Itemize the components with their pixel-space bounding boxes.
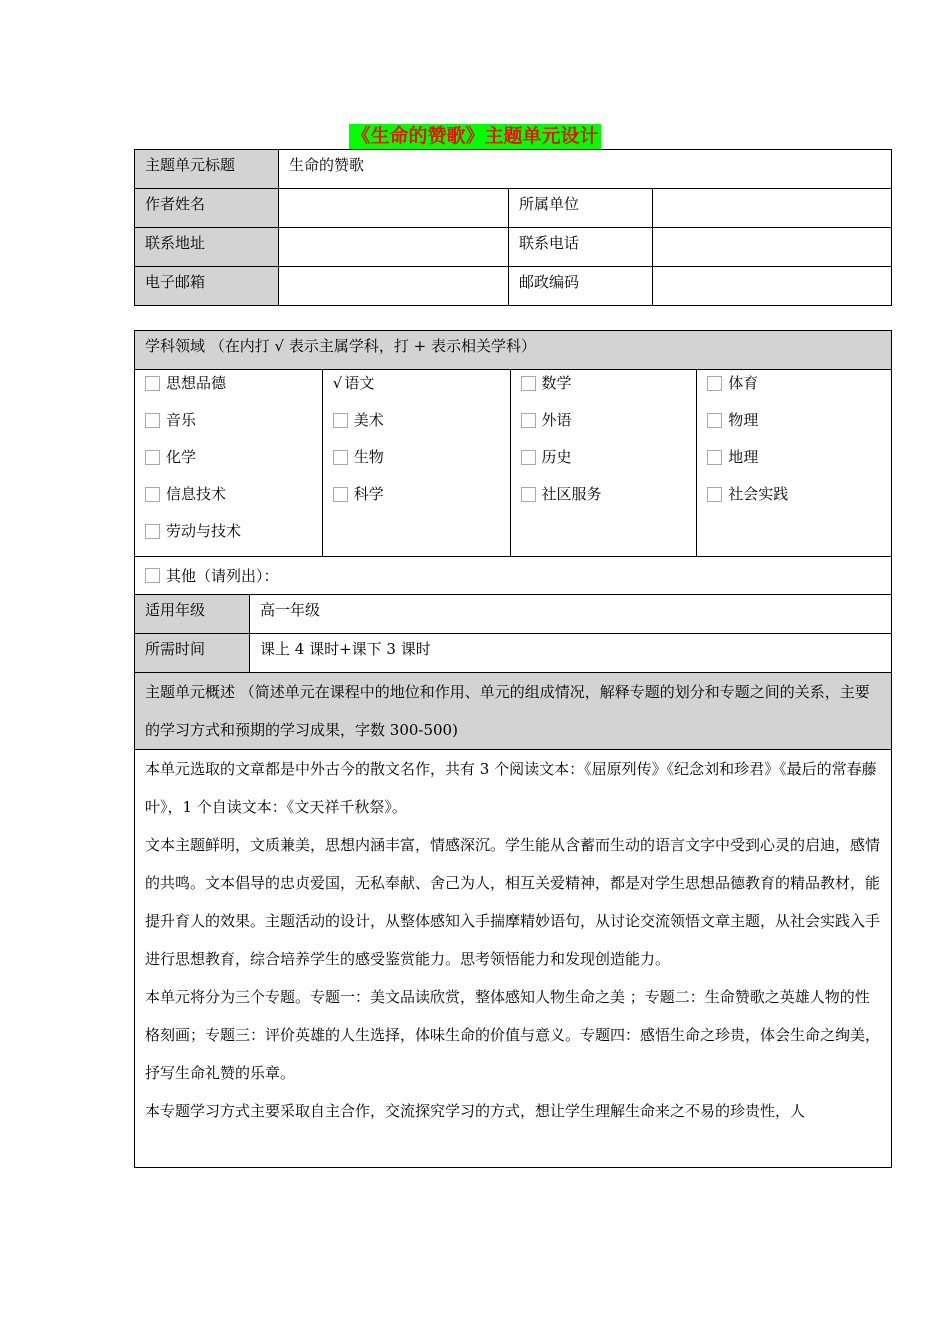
address-value[interactable] (279, 228, 509, 267)
checkbox-icon[interactable] (145, 524, 160, 539)
subject-item[interactable] (707, 370, 891, 407)
table-row (135, 228, 892, 267)
overview-paragraph-2: 文本主题鲜明，文质兼美，思想内涵丰富，情感深沉。学生能从含蓄而生动的语言文字中受到心灵的启迪，感情的共鸣。文本倡导的忠贞爱国，无私奉献、舍己为人，相互关爱精神，都是对学生思想品德教育的精品教材，能提升育人的效果。主题活动的设计，从整体感知入手揣摩精妙语句，从讨论交流领悟文章主题，从社会实践入手进行思想教育，综合培养学生的感受鉴赏能力。思考领悟能力和发现创造能力。 (145, 836, 881, 968)
checkbox-icon[interactable] (145, 376, 160, 391)
subject-item[interactable] (333, 370, 510, 407)
subject-item[interactable] (521, 481, 697, 518)
subject-label: 数学 (541, 374, 572, 392)
subjects-other-cell (135, 557, 892, 595)
time-value[interactable]: 课上 4 课时+课下 3 课时 (250, 634, 892, 673)
phone-label: 联系电话 (509, 228, 653, 267)
document-title: 《生命的赞歌》主题单元设计 (351, 125, 599, 147)
table-row (135, 150, 892, 189)
address-label: 联系地址 (135, 228, 279, 267)
info-table (134, 149, 892, 306)
checkbox-icon[interactable] (707, 413, 722, 428)
subject-item[interactable] (333, 481, 510, 518)
unit-label: 所属单位 (509, 189, 653, 228)
subject-item[interactable] (707, 444, 891, 481)
subject-label: 科学 (353, 485, 384, 503)
checkbox-icon[interactable] (707, 450, 722, 465)
subjects-header: 学科领域 （在内打 √ 表示主属学科，打 + 表示相关学科） (135, 331, 892, 370)
unit-value[interactable] (653, 189, 892, 228)
subject-label: 外语 (541, 411, 572, 429)
subject-item[interactable] (333, 407, 510, 444)
subject-item[interactable] (521, 370, 697, 407)
subject-column-3 (511, 370, 698, 556)
subject-item[interactable] (145, 518, 322, 555)
subject-item[interactable] (333, 444, 510, 481)
subject-item[interactable] (145, 444, 322, 481)
checkbox-icon[interactable] (707, 376, 722, 391)
overview-paragraph-3: 本单元将分为三个专题。专题一：美文品读欣赏，整体感知人物生命之美 ；专题二：生命赞歌之英雄人物的性格刻画；专题三：评价英雄的人生选择，体味生命的价值与意义。专题四：感悟生命之珍贵，体会生命之绚美，抒写生命礼赞的乐章。 (145, 988, 881, 1082)
subject-item[interactable] (707, 407, 891, 444)
subject-item[interactable] (145, 407, 322, 444)
theme-value[interactable]: 生命的赞歌 (279, 150, 892, 189)
subject-item-other[interactable] (135, 557, 891, 594)
subject-item[interactable] (707, 481, 891, 518)
subject-label: 历史 (541, 448, 572, 466)
overview-header: 主题单元概述 （简述单元在课程中的地位和作用、单元的组成情况，解释专题的划分和专题之间的关系，主要的学习方式和预期的学习成果，字数 300-500) (135, 673, 892, 750)
overview-body[interactable] (135, 750, 892, 1168)
checkmark-icon: √ (332, 374, 343, 392)
grade-label: 适用年级 (135, 595, 250, 634)
subject-label: 社区服务 (541, 485, 602, 503)
table-row (135, 750, 892, 1168)
checkbox-icon[interactable] (145, 487, 160, 502)
theme-label: 主题单元标题 (135, 150, 279, 189)
overview-text (135, 750, 891, 1167)
subject-label: 社会实践 (728, 485, 789, 503)
author-label: 作者姓名 (135, 189, 279, 228)
subject-label: 物理 (728, 411, 759, 429)
grade-value[interactable]: 高一年级 (250, 595, 892, 634)
checkbox-icon[interactable] (521, 487, 536, 502)
checkbox-icon[interactable] (145, 568, 160, 583)
email-label: 电子邮箱 (135, 267, 279, 306)
table-row (135, 370, 892, 557)
subject-label: 音乐 (166, 411, 197, 429)
subject-label: 信息技术 (166, 485, 227, 503)
subject-item[interactable] (521, 407, 697, 444)
checkbox-icon[interactable] (333, 450, 348, 465)
subject-label: 劳动与技术 (166, 522, 242, 540)
overview-paragraph-1: 本单元选取的文章都是中外古今的散文名作，共有 3 个阅读文本：《屈原列传》《纪念刘和珍君》《最后的常春藤叶》，1 个自读文本：《文天祥千秋祭》。 (145, 760, 877, 816)
subject-label: 地理 (728, 448, 759, 466)
subject-item[interactable] (145, 370, 322, 407)
checkbox-icon[interactable] (521, 450, 536, 465)
checkbox-icon[interactable] (707, 487, 722, 502)
subject-label: 语文 (344, 374, 375, 392)
checkbox-icon[interactable] (333, 413, 348, 428)
subject-label: 美术 (353, 411, 384, 429)
overview-paragraph-4: 本专题学习方式主要采取自主合作，交流探究学习的方式，想让学生理解生命来之不易的珍贵性，人 (145, 1102, 806, 1120)
postcode-value[interactable] (653, 267, 892, 306)
checkbox-icon[interactable] (521, 413, 536, 428)
subject-column-1 (135, 370, 323, 556)
subjects-grid (135, 370, 891, 556)
checkbox-icon[interactable] (145, 450, 160, 465)
title-wrap (0, 124, 950, 149)
postcode-label: 邮政编码 (509, 267, 653, 306)
other-label: 其他（请列出）： (166, 566, 279, 585)
checkbox-icon[interactable] (145, 413, 160, 428)
subject-column-4 (697, 370, 891, 556)
subjects-cell (135, 370, 892, 557)
table-row (135, 267, 892, 306)
subject-label: 体育 (728, 374, 759, 392)
table-row (135, 634, 892, 673)
table-row (135, 189, 892, 228)
design-table (134, 330, 892, 1168)
subject-item[interactable] (521, 444, 697, 481)
author-value[interactable] (279, 189, 509, 228)
phone-value[interactable] (653, 228, 892, 267)
subject-label: 化学 (166, 448, 197, 466)
subject-label: 生物 (353, 448, 384, 466)
checkbox-icon[interactable] (521, 376, 536, 391)
subject-label: 思想品德 (166, 374, 227, 392)
table-row (135, 595, 892, 634)
table-row (135, 331, 892, 370)
table-row (135, 673, 892, 750)
subject-item[interactable] (145, 481, 322, 518)
time-label: 所需时间 (135, 634, 250, 673)
email-value[interactable] (279, 267, 509, 306)
checkbox-icon[interactable] (333, 487, 348, 502)
table-row (135, 557, 892, 595)
subject-column-2 (323, 370, 511, 556)
